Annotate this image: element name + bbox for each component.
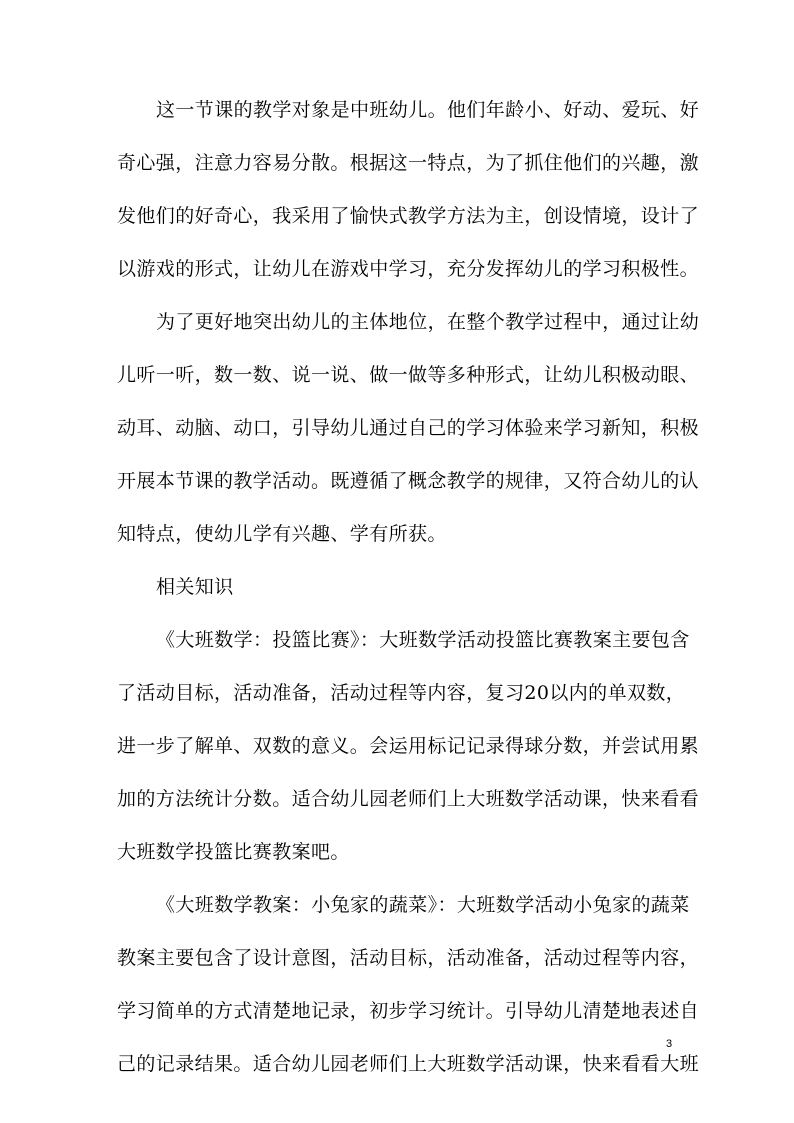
paragraph-2-line-5: 知特点，使幼儿学有兴趣、学有所获。 (117, 523, 447, 545)
paragraph-3-line-2: 了活动目标，活动准备，活动过程等内容，复习20以内的单双数， (117, 682, 686, 704)
paragraph-4-line-1: 《大班数学教案：小兔家的蔬菜》：大班数学活动小兔家的蔬菜 (156, 894, 690, 916)
paragraph-4-line-3: 学习简单的方式清楚地记录，初步学习统计。引导幼儿清楚地表述自 (117, 1000, 700, 1022)
paragraph-1-line-4: 以游戏的形式，让幼儿在游戏中学习，充分发挥幼儿的学习积极性。 (117, 258, 700, 280)
paragraph-4-line-4: 己的记录结果。适合幼儿园老师们上大班数学活动课，快来看看大班 (117, 1053, 700, 1075)
paragraph-2-line-2: 儿听一听，数一数、说一说、做一做等多种形式，让幼儿积极动眼、 (117, 364, 700, 386)
paragraph-1-line-2: 奇心强，注意力容易分散。根据这一特点，为了抓住他们的兴趣，激 (117, 152, 700, 174)
paragraph-3-line-4: 加的方法统计分数。适合幼儿园老师们上大班数学活动课，快来看看 (117, 788, 700, 810)
paragraph-3-line-1: 《大班数学：投篮比赛》：大班数学活动投篮比赛教案主要包含 (156, 629, 690, 651)
paragraph-1-line-1: 这一节课的教学对象是中班幼儿。他们年龄小、好动、爱玩、好 (156, 99, 700, 121)
paragraph-1-line-3: 发他们的好奇心，我采用了愉快式教学方法为主，创设情境，设计了 (117, 205, 700, 227)
page-number: 3 (666, 1038, 673, 1050)
paragraph-2-line-4: 开展本节课的教学活动。既遵循了概念教学的规律，又符合幼儿的认 (117, 470, 700, 492)
paragraph-2-line-1: 为了更好地突出幼儿的主体地位，在整个教学过程中，通过让幼 (156, 311, 700, 333)
paragraph-4-line-2: 教案主要包含了设计意图，活动目标，活动准备，活动过程等内容， (117, 947, 700, 969)
paragraph-2-line-3: 动耳、动脑、动口，引导幼儿通过自己的学习体验来学习新知，积极 (117, 417, 700, 439)
section-heading: 相关知识 (156, 576, 234, 598)
paragraph-3-line-3: 进一步了解单、双数的意义。会运用标记记录得球分数，并尝试用累 (117, 735, 700, 757)
paragraph-3-line-5: 大班数学投篮比赛教案吧。 (117, 841, 350, 863)
